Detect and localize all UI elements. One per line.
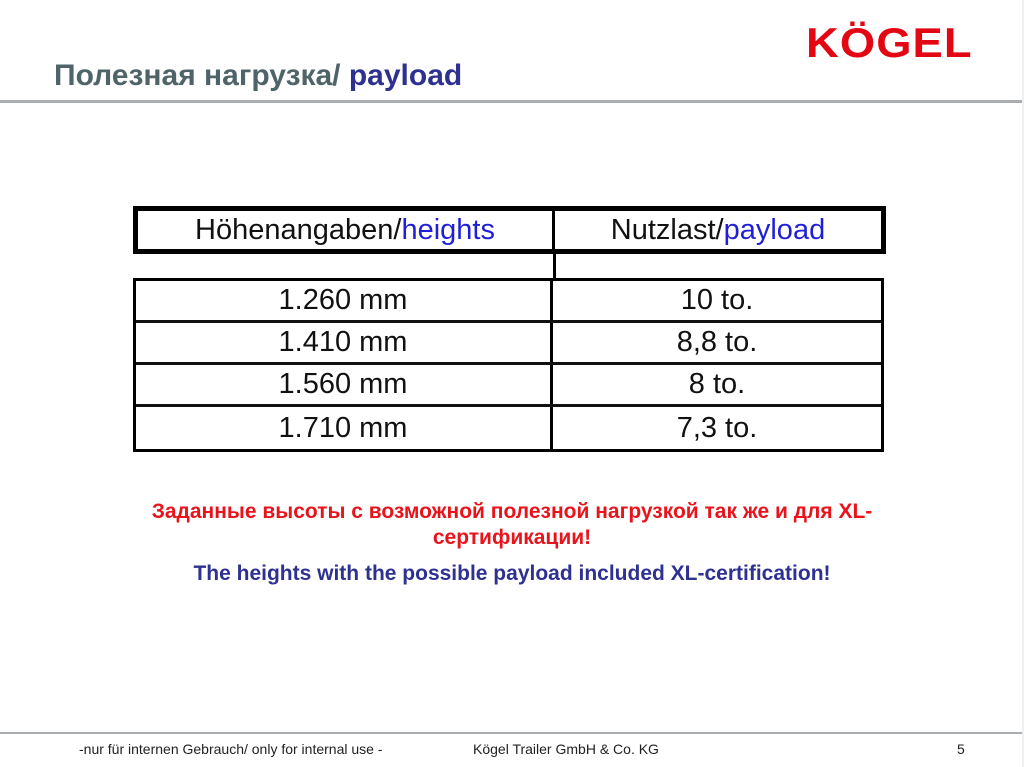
note-russian — [40, 499, 984, 551]
page-title-ru: Полезная нагрузка/ — [54, 59, 341, 92]
note-english: The heights with the possible payload included XL-certification! — [193, 562, 831, 585]
note-russian-line2: сертификации! — [432, 526, 592, 549]
column-header-de: Höhenangaben/ — [195, 213, 402, 246]
note-russian-line1: Заданные высоты с возможной полезной нагрузкой так же и для XL- — [151, 500, 873, 523]
cell-height: 1.560 mm — [136, 365, 553, 404]
cell-payload: 8,8 to. — [676, 326, 758, 358]
cell-height: 1.260 mm — [136, 281, 553, 320]
column-header-payload — [555, 211, 881, 249]
cell-height: 1.410 mm — [136, 323, 553, 362]
column-header-heights — [138, 211, 555, 249]
kogel-logo: KÖGEL — [806, 19, 973, 66]
footer-confidentiality: -nur für internen Gebrauch/ only for internal use - — [79, 741, 383, 757]
table-row — [136, 407, 881, 450]
cell-payload: 10 to. — [680, 284, 754, 316]
cell-payload: 8 to. — [688, 368, 746, 400]
column-header-en: payload — [723, 213, 826, 246]
table-row — [136, 365, 881, 407]
table-body — [133, 278, 884, 452]
table-row — [136, 281, 881, 323]
cell-payload: 7,3 to. — [676, 412, 758, 444]
page-title-en: payload — [340, 59, 463, 92]
footer-divider — [0, 732, 1022, 734]
column-header-en: heights — [401, 213, 495, 246]
cell-height: 1.710 mm — [136, 407, 553, 450]
page-number: 5 — [957, 741, 965, 757]
table-header — [133, 206, 886, 254]
column-header-de: Nutzlast/ — [610, 213, 724, 246]
column-divider — [553, 254, 556, 280]
footer-company: Kögel Trailer GmbH & Co. KG — [473, 741, 659, 757]
page-title — [54, 58, 462, 94]
header-divider — [0, 100, 1022, 103]
table-row — [136, 323, 881, 365]
